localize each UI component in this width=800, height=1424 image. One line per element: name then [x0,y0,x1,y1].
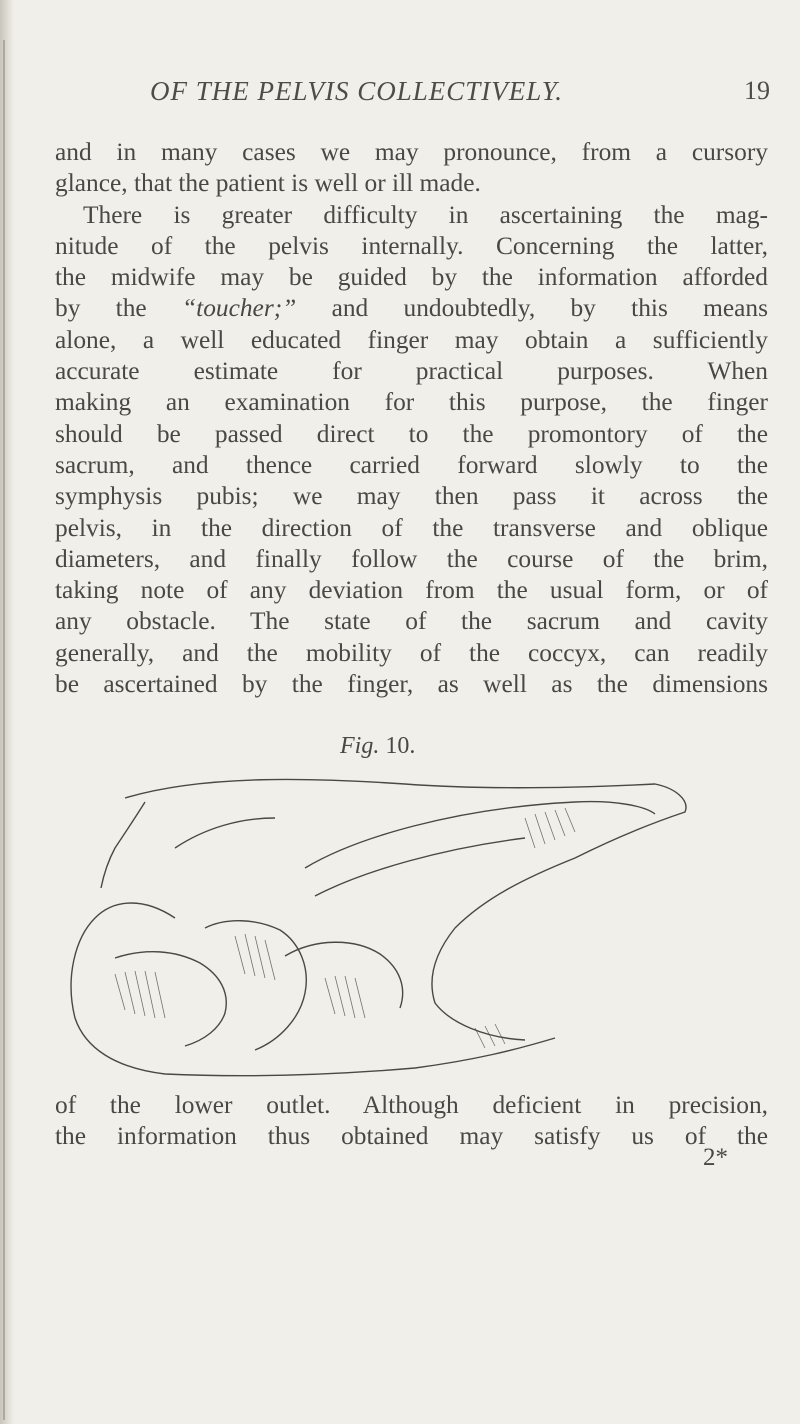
text-line: nitude of the pelvis internally. Concerning the latter, [55,231,768,260]
figure-caption-label: Fig. [340,733,380,759]
figure-caption-number: 10. [385,733,416,759]
page-number: 19 [744,76,770,105]
text-line: any obstacle. The state of the sacrum and cavity [55,607,768,636]
text-line: sacrum, and thence carried forward slowly to the [55,450,768,479]
text-line: symphysis pubis; we may then pass it across the [55,482,768,511]
hatching [115,808,575,1048]
text-line: generally, and the mobility of the coccyx, can readily [55,638,768,667]
figure-caption [340,733,415,760]
text-line: the midwife may be guided by the information afforded [55,263,768,292]
text-fragment: by the [55,294,183,323]
finger-outline [315,838,525,896]
text-line: taking note of any deviation from the usual form, or of [55,576,768,605]
text-line: should be passed direct to the promontory of the [55,419,768,448]
pelvis-outline [285,942,403,1008]
signature-mark: 2* [703,1144,728,1171]
wrist-line [175,818,275,848]
text-line: pelvis, in the direction of the transverse and oblique [55,513,768,542]
text-line: accurate estimate for practical purposes. When [55,357,768,386]
text-line: alone, a well educated finger may obtain a sufficiently [55,325,768,354]
body-text [55,137,768,700]
text-line: of the lower outlet. Although deficient in precision, [55,1091,768,1119]
text-line: making an examination for this purpose, the finger [55,388,768,417]
text-fragment: and undoubtedly, by this means [296,294,769,323]
text-line-toucher [55,293,768,324]
text-line: and in many cases we may pronounce, from a cursory [55,138,768,166]
wrist-line [101,802,145,888]
hand-outline [125,779,686,1040]
text-line: the information thus obtained may satisfy us of the [55,1122,768,1151]
pelvis-illustration [55,778,695,1078]
running-head: OF THE PELVIS COLLECTIVELY. [150,76,564,106]
toucher-term: “toucher;” [182,294,297,323]
text-line: diameters, and finally follow the course of the brim, [55,544,768,573]
bottom-text [55,1090,768,1153]
text-line: There is greater difficulty in ascertaining the mag- [83,200,768,229]
text-line: be ascertained by the finger, as well as the dimensions [55,670,768,699]
finger-outline [305,802,655,868]
text-line: glance, that the patient is well or ill made. [55,169,481,198]
pelvis-outline [71,903,555,1076]
page-edge-line [3,40,5,1420]
